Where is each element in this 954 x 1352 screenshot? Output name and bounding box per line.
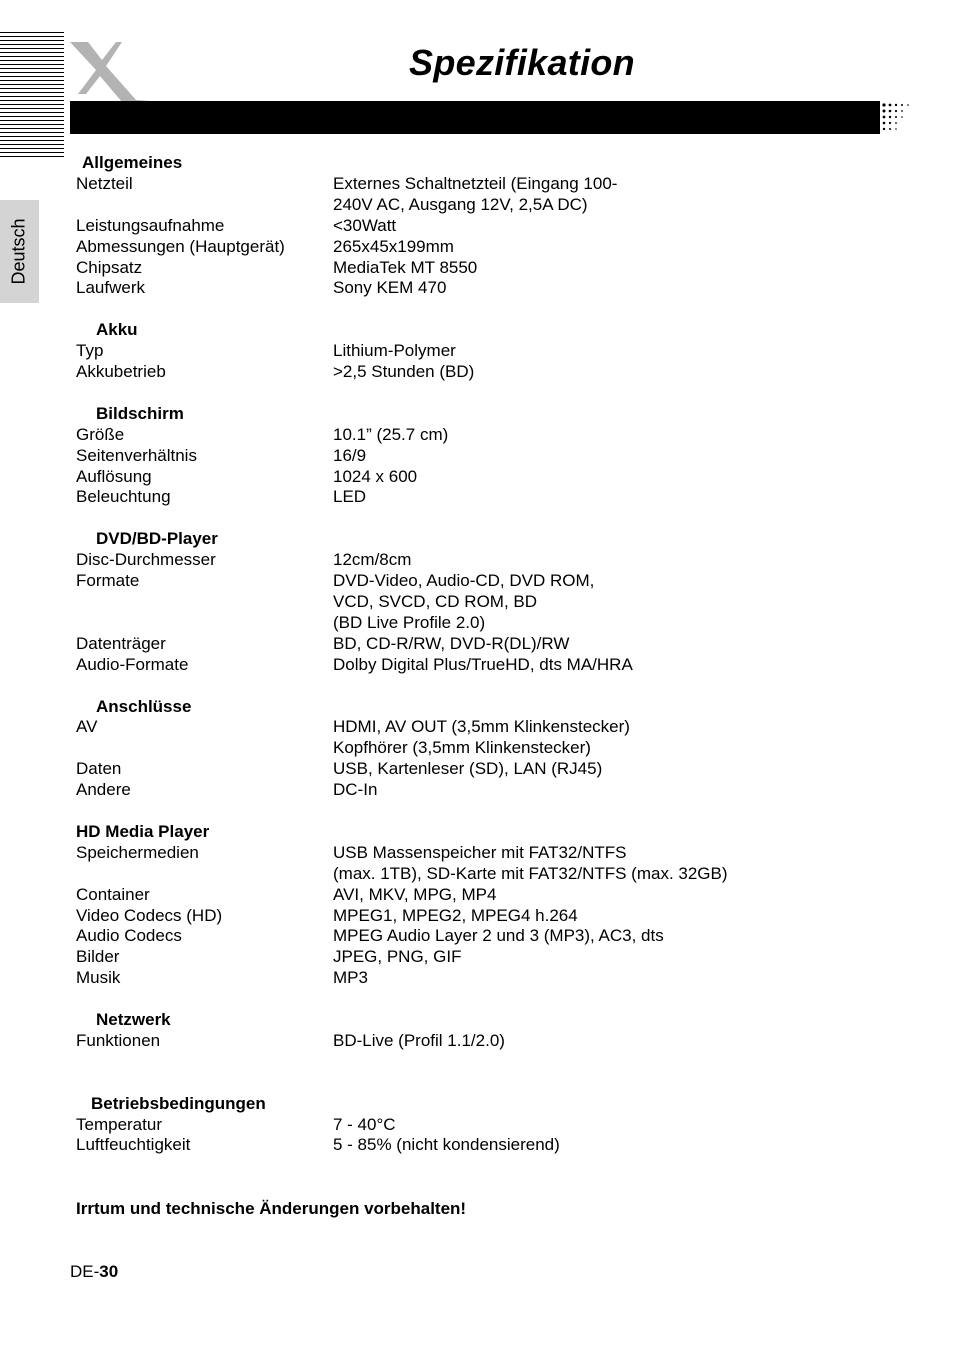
- spec-label: Video Codecs (HD): [76, 905, 223, 925]
- spec-label: Datenträger: [76, 633, 166, 653]
- spec-value: MPEG1, MPEG2, MPEG4 h.264: [333, 905, 578, 925]
- spec-value: AVI, MKV, MPG, MP4: [333, 884, 497, 904]
- spec-label: Audio-Formate: [76, 654, 189, 674]
- spec-value: 12cm/8cm: [333, 550, 412, 570]
- spec-row: [76, 487, 856, 508]
- section-title: HD Media Player: [76, 821, 210, 841]
- spec-row: [76, 947, 856, 968]
- x-logo-icon: [66, 38, 166, 104]
- spec-label: Temperatur: [76, 1114, 162, 1134]
- spec-label: Leistungsaufnahme: [76, 215, 225, 235]
- spec-label: Speichermedien: [76, 842, 199, 862]
- section-title: Bildschirm: [96, 403, 184, 423]
- spec-value: 5 - 85% (nicht kondensierend): [333, 1135, 560, 1155]
- spec-row: [76, 467, 856, 488]
- spec-value: MediaTek MT 8550: [333, 257, 478, 277]
- spec-row: [76, 885, 856, 906]
- spec-label: Chipsatz: [76, 257, 143, 277]
- spec-label: Laufwerk: [76, 278, 145, 298]
- spec-row: [76, 446, 856, 467]
- spec-label: AV: [76, 717, 98, 737]
- side-tab-label: Deutsch: [9, 218, 30, 285]
- spec-value: LED: [333, 487, 367, 507]
- section-title: Netzwerk: [96, 1010, 171, 1030]
- section-title: Betriebsbedingungen: [91, 1093, 266, 1113]
- spec-label: Audio Codecs: [76, 926, 182, 946]
- spec-value: USB, Kartenleser (SD), LAN (RJ45): [333, 759, 603, 779]
- spec-label: Disc-Durchmesser: [76, 550, 216, 570]
- spec-row: [76, 571, 856, 634]
- spec-row: [76, 780, 856, 801]
- spec-label: Seitenverhältnis: [76, 445, 197, 465]
- page-number-value: 30: [99, 1262, 119, 1281]
- spec-row: [76, 1115, 856, 1136]
- spec-list: [76, 153, 856, 1156]
- spec-row: [76, 425, 856, 446]
- spec-value: BD, CD-R/RW, DVD-R(DL)/RW: [333, 633, 570, 653]
- language-side-tab: [0, 200, 39, 303]
- section-title: Anschlüsse: [96, 696, 192, 716]
- spec-label: Typ: [76, 341, 104, 361]
- spec-value: 265x45x199mm: [333, 236, 454, 256]
- spec-label: Daten: [76, 759, 122, 779]
- spec-label: Bilder: [76, 947, 120, 967]
- spec-label: Größe: [76, 424, 125, 444]
- spec-value: JPEG, PNG, GIF: [333, 947, 462, 967]
- spec-row: [76, 237, 856, 258]
- spec-row: [76, 655, 856, 676]
- section-hd-media-player: [76, 822, 856, 989]
- spec-value: 10.1” (25.7 cm): [333, 424, 449, 444]
- section-title: Akku: [96, 320, 138, 340]
- spec-value: MP3: [333, 968, 368, 988]
- section-bildschirm: [76, 404, 856, 509]
- spec-row: [76, 341, 856, 362]
- spec-row: [76, 1031, 856, 1052]
- section-betriebsbedingungen: [76, 1094, 856, 1157]
- spec-label: Auflösung: [76, 466, 152, 486]
- spec-value: DC-In: [333, 780, 378, 800]
- header-bar: [70, 101, 880, 134]
- spec-label: Musik: [76, 968, 121, 988]
- spec-value: USB Massenspeicher mit FAT32/NTFS (max. 1TB), SD-Karte mit FAT32/NTFS (max. 32GB): [333, 842, 728, 883]
- spec-value: Dolby Digital Plus/TrueHD, dts MA/HRA: [333, 654, 633, 674]
- spec-value: HDMI, AV OUT (3,5mm Klinkenstecker) Kopfhörer (3,5mm Klinkenstecker): [333, 717, 630, 758]
- spec-row: [76, 174, 856, 216]
- spec-row: [76, 926, 856, 947]
- section-akku: [76, 320, 856, 383]
- spec-row: [76, 550, 856, 571]
- spec-value: Externes Schaltnetzteil (Eingang 100- 240V AC, Ausgang 12V, 2,5A DC): [333, 173, 618, 214]
- spec-label: Container: [76, 884, 150, 904]
- spec-row: [76, 362, 856, 383]
- spec-value: BD-Live (Profil 1.1/2.0): [333, 1030, 505, 1050]
- spec-label: Luftfeuchtigkeit: [76, 1135, 191, 1155]
- page-title: Spezifikation: [409, 42, 635, 83]
- spec-label: Akkubetrieb: [76, 362, 166, 382]
- spec-value: >2,5 Stunden (BD): [333, 362, 475, 382]
- spec-value: Sony KEM 470: [333, 278, 447, 298]
- spec-value: 7 - 40°C: [333, 1114, 396, 1134]
- spec-label: Andere: [76, 780, 131, 800]
- spec-row: [76, 258, 856, 279]
- spec-value: 16/9: [333, 445, 367, 465]
- spec-label: Beleuchtung: [76, 487, 171, 507]
- spec-row: [76, 968, 856, 989]
- page-number: [70, 1262, 118, 1282]
- spec-row: [76, 843, 856, 885]
- spec-value: MPEG Audio Layer 2 und 3 (MP3), AC3, dts: [333, 926, 664, 946]
- header-stripes: [0, 32, 64, 158]
- section-netzwerk: [76, 1010, 856, 1052]
- spec-row: [76, 906, 856, 927]
- page-prefix: DE-: [70, 1262, 100, 1281]
- spec-row: [76, 634, 856, 655]
- spec-value: 1024 x 600: [333, 466, 418, 486]
- spec-label: Abmessungen (Hauptgerät): [76, 236, 285, 256]
- spec-row: [76, 717, 856, 759]
- spec-row: [76, 1135, 856, 1156]
- section-title: Allgemeines: [82, 153, 183, 172]
- spec-label: Formate: [76, 571, 140, 591]
- spec-value: DVD-Video, Audio-CD, DVD ROM, VCD, SVCD, CD ROM, BD (BD Live Profile 2.0): [333, 571, 595, 632]
- section-title: DVD/BD-Player: [96, 529, 218, 549]
- spec-row: [76, 216, 856, 237]
- spec-label: Netzteil: [76, 173, 133, 193]
- section-dvd-bd-player: [76, 529, 856, 675]
- section-anschluesse: [76, 697, 856, 802]
- header-bar-dots: [868, 101, 912, 134]
- spec-value: <30Watt: [333, 215, 397, 235]
- section-allgemeines: [76, 153, 856, 299]
- spec-value: Lithium-Polymer: [333, 341, 456, 361]
- spec-row: [76, 759, 856, 780]
- spec-label: Funktionen: [76, 1030, 161, 1050]
- spec-row: [76, 278, 856, 299]
- disclaimer-note: Irrtum und technische Änderungen vorbehalten!: [76, 1199, 467, 1218]
